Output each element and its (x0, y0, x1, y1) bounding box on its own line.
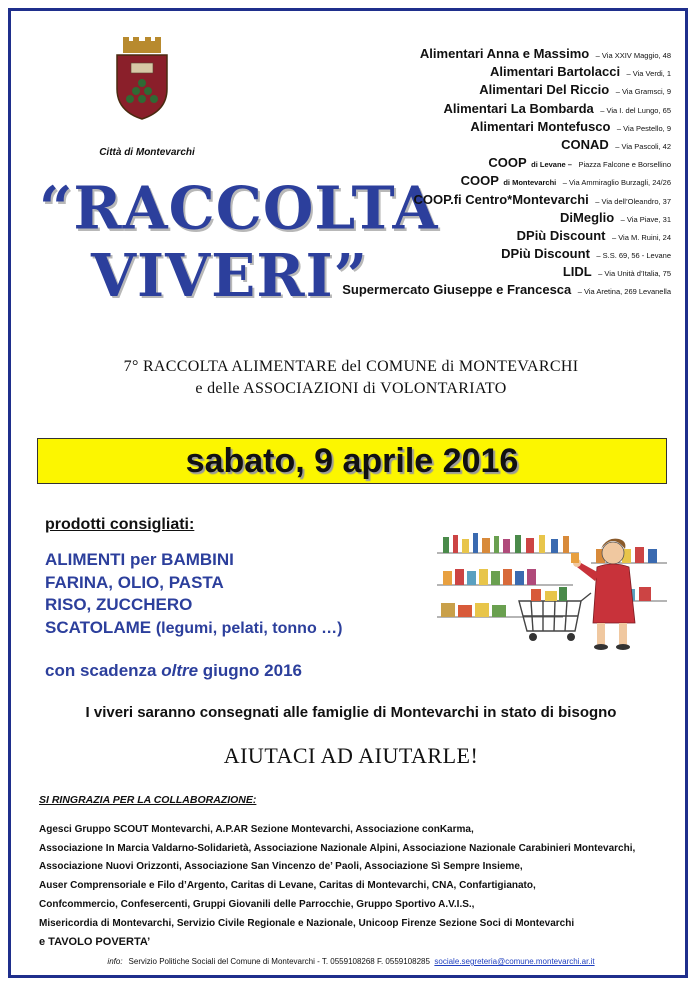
store-item: Alimentari Anna e Massimo – Via XXIV Maggio, 48 (419, 46, 671, 61)
city-name: Città di Montevarchi (99, 147, 195, 158)
email-link[interactable]: sociale.segreteria@comune.montevarchi.ar.it (434, 957, 595, 966)
store-item: COOP.fi Centro*Montevarchi – Via dell’Oleandro, 37 (413, 191, 671, 207)
title-line-2: VIVERI” (91, 240, 369, 311)
store-item: DPiù Discount – S.S. 69, 56 - Levane (501, 246, 671, 262)
thanks-line: Confcommercio, Confesercenti, Gruppi Giovanili delle Parrocchie, Gruppo Sportivo A.V.I.S., (39, 898, 475, 910)
thanks-line: e TAVOLO POVERTA’ (39, 936, 151, 949)
expiry-note: con scadenza oltre giugno 2016 (45, 661, 302, 680)
event-date: sabato, 9 aprile 2016 (37, 438, 667, 484)
store-list (251, 45, 671, 300)
thanks-list (39, 821, 689, 952)
product-item: RISO, ZUCCHERO (45, 595, 193, 614)
store-item: Alimentari Montefusco – Via Pestello, 9 (470, 118, 671, 134)
store-item: LIDL – Via Unità d’Italia, 75 (562, 264, 671, 280)
store-item: Supermercato Giuseppe e Francesca – Via Aretina, 269 Levanella (342, 282, 671, 298)
poster (8, 8, 688, 978)
title-line-1: “RACCOLTA (39, 173, 439, 244)
product-item: SCATOLAME (legumi, pelati, tonno …) (45, 617, 343, 637)
thanks-line: Agesci Gruppo SCOUT Montevarchi, A.P.AR Sezione Montevarchi, Associazione conKarma, (39, 824, 474, 835)
store-item: Alimentari La Bombarda – Via I. del Lungo, 65 (443, 100, 671, 116)
contact-text: Servizio Politiche Sociali del Comune di Montevarchi - T. 0559108268 F. 0559108285 (128, 957, 430, 966)
store-item: Alimentari Bartolacci – Via Verdi, 1 (490, 64, 671, 80)
store-item: CONAD – Via Pascoli, 42 (561, 136, 671, 152)
thanks-heading: SI RINGRAZIA PER LA COLLABORAZIONE: (39, 794, 257, 806)
subtitle-line-1: 7° RACCOLTA ALIMENTARE del COMUNE di MONTEVARCHI (123, 358, 579, 375)
store-item: DPiù Discount – Via M. Ruini, 24 (516, 227, 671, 243)
product-item: FARINA, OLIO, PASTA (45, 572, 224, 592)
thanks-line: Associazione Nuovi Orizzonti, Associazione San Vincenzo de’ Paoli, Associazione Sì Sempre Insieme, (39, 861, 523, 873)
store-item: DiMeglio – Via Piave, 31 (560, 209, 671, 225)
shopping-woman-illustration (431, 523, 671, 658)
subtitle-line-2: e delle ASSOCIAZIONI di VOLONTARIATO (195, 380, 507, 397)
footer-info (11, 957, 691, 966)
products-heading: prodotti consigliati: (45, 516, 195, 533)
city-crest-icon (109, 37, 175, 121)
thanks-line: Auser Comprensoriale e Filo d’Argento, Caritas di Levane, Caritas di Montevarchi, CNA, Confartigianato, (39, 880, 536, 892)
store-item: COOP di Montevarchi – Via Ammiraglio Burzagli, 24/26 (460, 173, 671, 189)
info-label: info: (107, 957, 123, 966)
product-item: ALIMENTI per BAMBINI (45, 550, 234, 569)
thanks-line: Misericordia di Montevarchi, Servizio Civile Regionale e Nazionale, Unicoop Firenze Sezione Soci di Montevarchi (39, 917, 575, 929)
delivery-note: I viveri saranno consegnati alle famiglie di Montevarchi in stato di bisogno (85, 704, 617, 721)
store-item: COOP di Levane – Piazza Falcone e Borsellino (488, 155, 671, 171)
thanks-line: Associazione In Marcia Valdarno-Solidarietà, Associazione Nazionale Alpini, Associazione Nazionale Carabinieri Montevarchi, (39, 842, 636, 854)
products-list (45, 549, 342, 640)
slogan: AIUTACI AD AIUTARLE! (223, 743, 479, 768)
store-item: Alimentari Del Riccio – Via Gramsci, 9 (479, 82, 671, 98)
event-subtitle (11, 356, 691, 400)
